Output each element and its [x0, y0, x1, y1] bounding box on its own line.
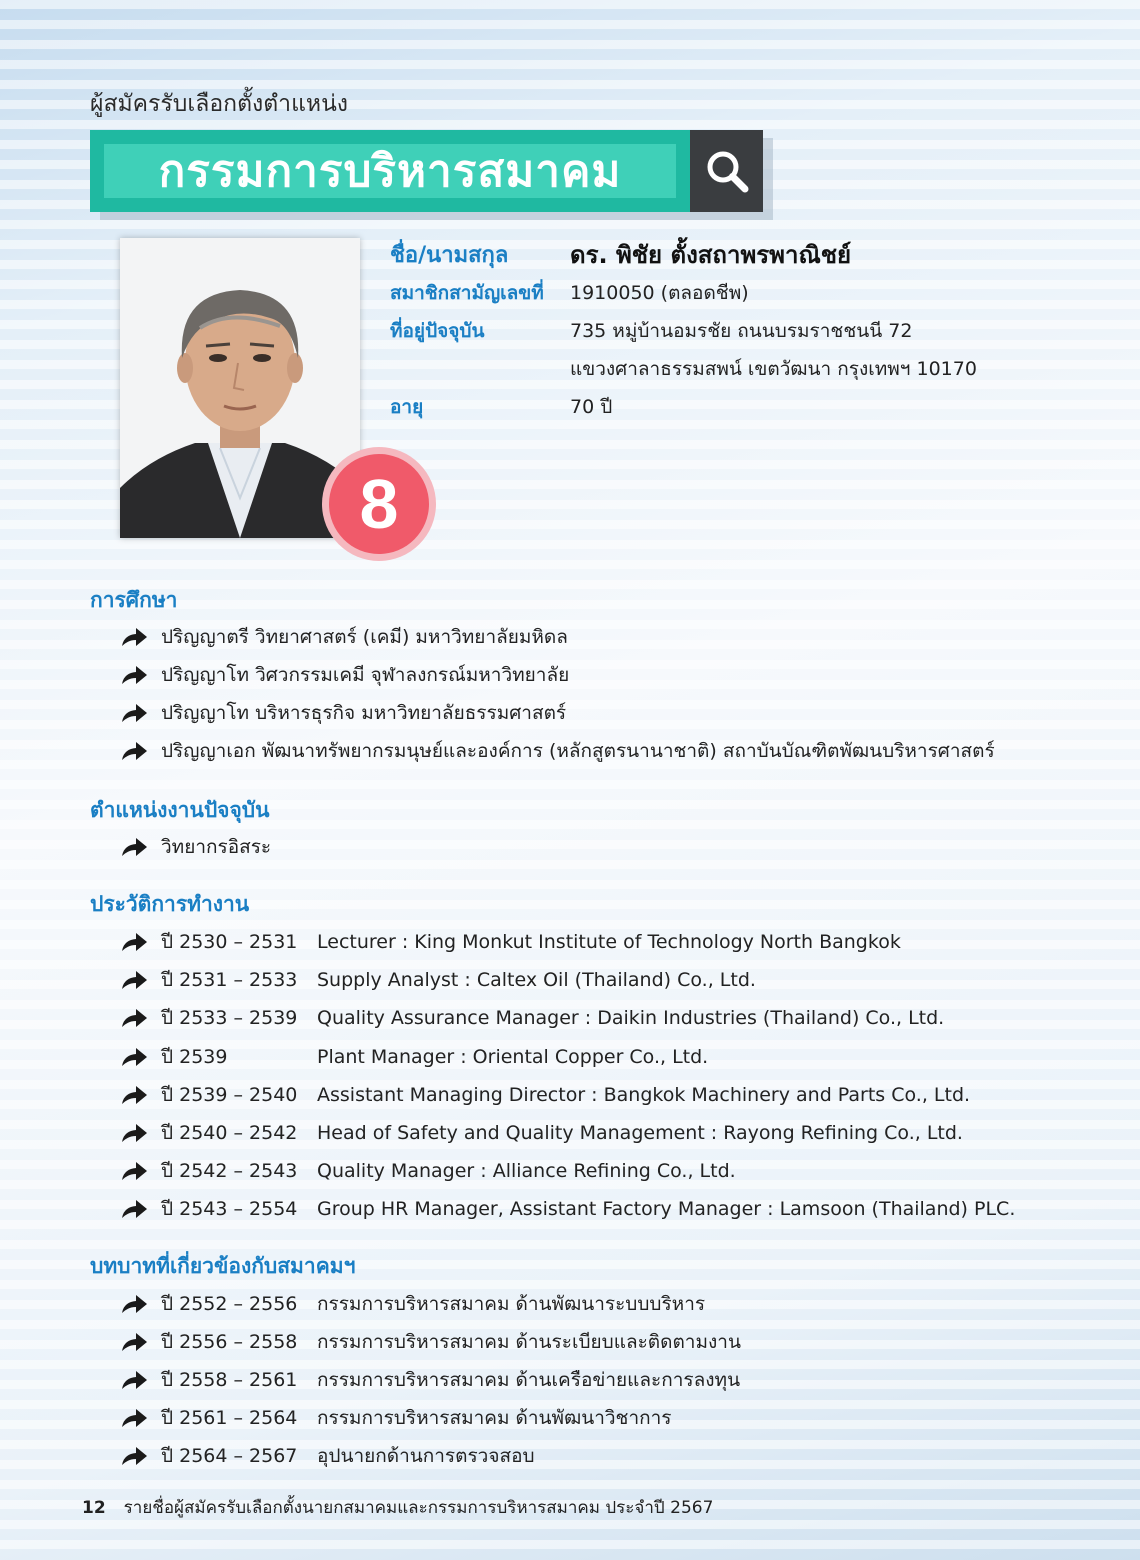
name-label: ชื่อ/นามสกุล: [390, 242, 509, 268]
member-label: สมาชิกสามัญเลขที่: [390, 282, 544, 304]
table-row: ปี 2540 – 2542 Head of Safety and Quality Management : Rayong Refining Co., Ltd.: [120, 1118, 963, 1148]
page-kicker: ผู้สมัครรับเลือกตั้งตำแหน่ง: [90, 91, 349, 117]
candidate-info: [390, 236, 977, 426]
current-position-title: ตำแหน่งงานปัจจุบัน: [90, 798, 270, 822]
arrow-icon: [120, 664, 148, 686]
list-item: ปริญญาตรี วิทยาศาสตร์ (เคมี) มหาวิทยาลัยมหิดล: [120, 622, 568, 652]
arrow-icon: [120, 1407, 148, 1429]
arrow-icon: [120, 1084, 148, 1106]
arrow-icon: [120, 1331, 148, 1353]
arrow-icon: [120, 1122, 148, 1144]
arrow-icon: [120, 626, 148, 648]
arrow-icon: [120, 1293, 148, 1315]
table-row: ปี 2539 Plant Manager : Oriental Copper Co., Ltd.: [120, 1042, 708, 1072]
candidate-number: 8: [359, 465, 399, 543]
table-row: ปี 2533 – 2539 Quality Assurance Manager : Daikin Industries (Thailand) Co., Ltd.: [120, 1003, 944, 1033]
member-value: 1910050 (ตลอดชีพ): [570, 282, 749, 304]
list-item: ปริญญาเอก พัฒนาทรัพยากรมนุษย์และองค์การ (หลักสูตรนานาชาติ) สถาบันบัณฑิตพัฒนบริหารศาสตร์: [120, 736, 995, 766]
address-line-1: 735 หมู่บ้านอมรชัย ถนนบรมราชชนนี 72: [570, 320, 913, 342]
association-roles-title: บทบาทที่เกี่ยวข้องกับสมาคมฯ: [90, 1254, 356, 1278]
table-row: ปี 2556 – 2558 กรรมการบริหารสมาคม ด้านระเบียบและติดตามงาน: [120, 1327, 741, 1357]
table-row: ปี 2542 – 2543 Quality Manager : Alliance Refining Co., Ltd.: [120, 1156, 736, 1186]
table-row: ปี 2552 – 2556 กรรมการบริหารสมาคม ด้านพัฒนาระบบบริหาร: [120, 1289, 705, 1319]
table-row: ปี 2558 – 2561 กรรมการบริหารสมาคม ด้านเครือข่ายและการลงทุน: [120, 1365, 740, 1395]
page-number: 12: [82, 1498, 106, 1518]
name-value: ดร. พิชัย ตั้งสถาพรพาณิชย์: [570, 240, 852, 269]
address-line-2: แขวงศาลาธรรมสพน์ เขตวัฒนา กรุงเทพฯ 10170: [570, 358, 977, 380]
education-title: การศึกษา: [90, 588, 178, 612]
table-row: ปี 2539 – 2540 Assistant Managing Director : Bangkok Machinery and Parts Co., Ltd.: [120, 1080, 970, 1110]
arrow-icon: [120, 1369, 148, 1391]
page-footer: [82, 1494, 713, 1521]
banner-title: กรรมการบริหารสมาคม: [104, 144, 676, 198]
arrow-icon: [120, 1198, 148, 1220]
search-button[interactable]: [690, 130, 763, 212]
age-value: 70 ปี: [570, 396, 613, 418]
list-item: วิทยากรอิสระ: [120, 832, 271, 862]
arrow-icon: [120, 1445, 148, 1467]
position-banner: [90, 130, 690, 212]
footer-text: รายชื่อผู้สมัครรับเลือกตั้งนายกสมาคมและกรรมการบริหารสมาคม ประจำปี 2567: [123, 1498, 714, 1518]
work-history-title: ประวัติการทำงาน: [90, 892, 250, 916]
table-row: ปี 2530 – 2531 Lecturer : King Monkut Institute of Technology North Bangkok: [120, 927, 901, 957]
table-row: ปี 2561 – 2564 กรรมการบริหารสมาคม ด้านพัฒนาวิชาการ: [120, 1403, 672, 1433]
table-row: ปี 2564 – 2567 อุปนายกด้านการตรวจสอบ: [120, 1441, 535, 1471]
arrow-icon: [120, 740, 148, 762]
list-item: ปริญญาโท วิศวกรรมเคมี จุฬาลงกรณ์มหาวิทยาลัย: [120, 660, 569, 690]
table-row: ปี 2543 – 2554 Group HR Manager, Assistant Factory Manager : Lamsoon (Thailand) PLC.: [120, 1194, 1015, 1224]
arrow-icon: [120, 931, 148, 953]
age-label: อายุ: [390, 396, 424, 418]
arrow-icon: [120, 836, 148, 858]
arrow-icon: [120, 1160, 148, 1182]
search-icon: [704, 148, 750, 194]
arrow-icon: [120, 702, 148, 724]
arrow-icon: [120, 969, 148, 991]
list-item: ปริญญาโท บริหารธุรกิจ มหาวิทยาลัยธรรมศาสตร์: [120, 698, 566, 728]
candidate-number-badge: [320, 445, 438, 563]
arrow-icon: [120, 1046, 148, 1068]
address-label: ที่อยู่ปัจจุบัน: [390, 320, 485, 342]
arrow-icon: [120, 1007, 148, 1029]
table-row: ปี 2531 – 2533 Supply Analyst : Caltex Oil (Thailand) Co., Ltd.: [120, 965, 756, 995]
